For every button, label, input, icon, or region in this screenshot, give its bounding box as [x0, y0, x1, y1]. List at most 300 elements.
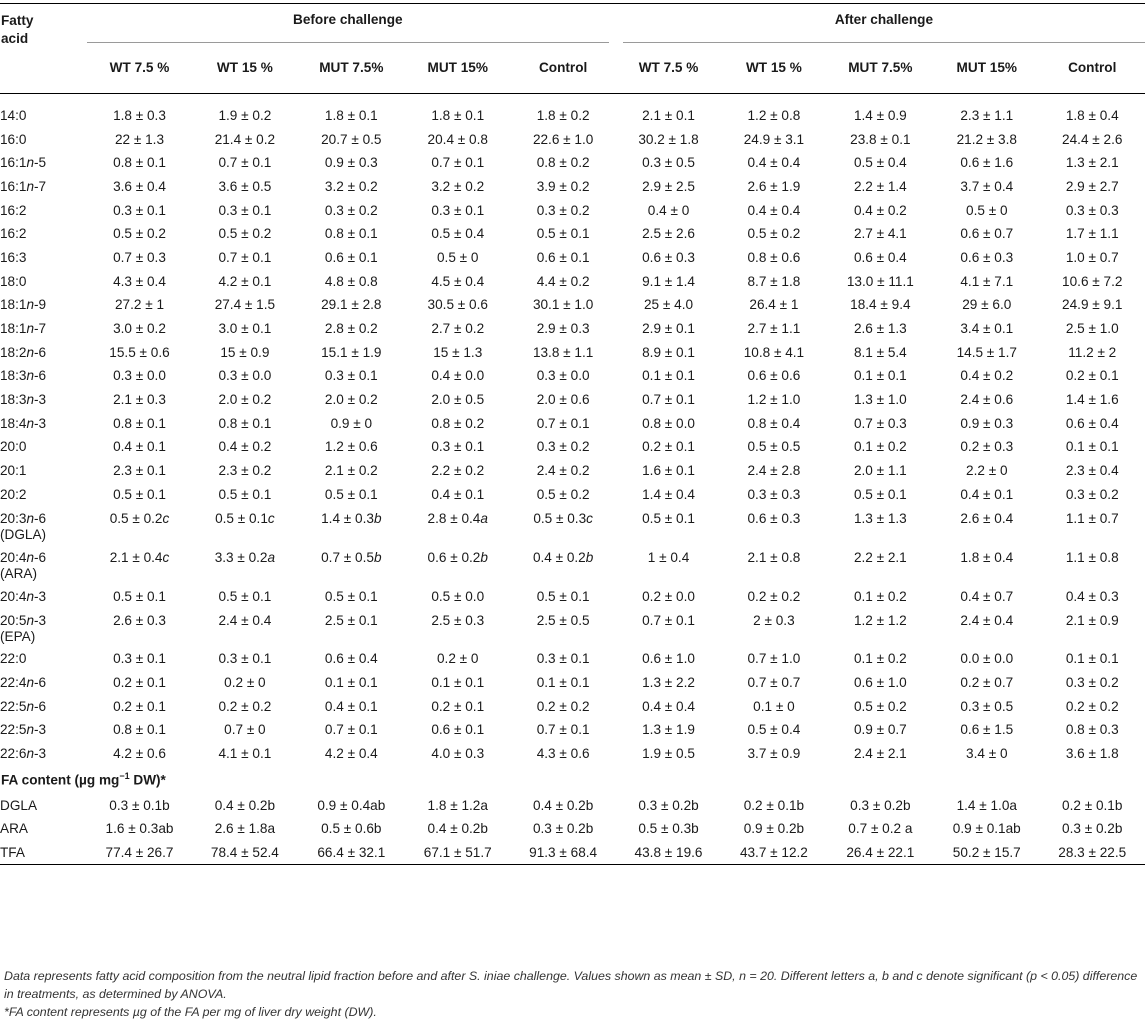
- table-cell: 2.5 ± 0.3: [431, 612, 485, 628]
- table-row: [0, 483, 1145, 507]
- table-cell: 0.5 ± 0.4: [431, 226, 485, 242]
- row-sublabel: (EPA): [0, 628, 36, 644]
- table-cell: 3.6 ± 0.4: [113, 178, 166, 194]
- table-cell: 10.8 ± 4.1: [743, 344, 805, 360]
- table-cell: 0.5 ± 0.1: [324, 486, 378, 502]
- table-cell: 0.3 ± 0.0: [113, 368, 166, 384]
- table-cell: 2.4 ± 2.8: [747, 463, 801, 479]
- table-cell: 2.6 ± 1.3: [853, 321, 907, 337]
- table-cell: 0.3 ± 0.2b: [1062, 821, 1123, 837]
- table-cell: 0.5 ± 0: [966, 202, 1008, 218]
- table-cell: 43.8 ± 19.6: [616, 841, 721, 865]
- table-cell: 3.6 ± 0.5: [218, 178, 272, 194]
- row-label: 18:2n-6: [0, 344, 47, 360]
- row-label: 18:0: [0, 273, 27, 289]
- table-cell: 43.7 ± 12.2: [721, 841, 826, 865]
- table-row: [0, 388, 1145, 412]
- table-cell: 1.8 ± 0.4: [1065, 107, 1119, 123]
- row-sublabel: (DGLA): [0, 527, 47, 543]
- table-row: [0, 608, 1145, 629]
- table-cell: 1.8 ± 0.3: [113, 107, 166, 123]
- table-cell: 0.8 ± 0.2: [431, 415, 485, 431]
- table-cell: 0.7 ± 0.2 a: [848, 821, 913, 837]
- table-cell: 0.2 ± 0.0: [642, 588, 695, 604]
- table-cell: 78.4 ± 52.4: [192, 841, 297, 865]
- table-cell: 2.4 ± 0.6: [960, 392, 1014, 408]
- table-cell: 2.7 ± 0.2: [431, 321, 485, 337]
- table-cell: 4.1 ± 0.1: [218, 745, 272, 761]
- footnote-fa-content: *FA content represents µg of the FA per mg of liver dry weight (DW).: [4, 1005, 377, 1019]
- table-cell: 2.4 ± 0.4: [960, 612, 1014, 628]
- table-cell: 2.6 ± 1.8a: [214, 821, 276, 837]
- table-cell: 0.4 ± 0.2b: [214, 797, 276, 813]
- table-cell: 0.4 ± 0.1: [960, 486, 1014, 502]
- table-cell: 1.2 ± 1.2: [853, 612, 907, 628]
- table-cell: 0.8 ± 0.1: [324, 226, 378, 242]
- table-row: [0, 340, 1145, 364]
- table-cell: 0.7 ± 0.1: [218, 155, 272, 171]
- table-cell: 0.9 ± 0.4ab: [317, 797, 386, 813]
- row-label: 16:1n-5: [0, 155, 47, 171]
- table-cell: 0.2 ± 0.7: [960, 674, 1014, 690]
- table-cell: 0.5 ± 0.2: [113, 226, 166, 242]
- table-cell: 0.7 ± 0.1: [218, 249, 272, 265]
- table-cell: 2.6 ± 0.4: [960, 511, 1014, 527]
- table-cell: 0.3 ± 0.1: [324, 368, 378, 384]
- table-cell: 0.7 ± 0.1: [536, 415, 590, 431]
- table-cell: 0.8 ± 0.1: [113, 155, 166, 171]
- row-label: 16:0: [0, 131, 27, 147]
- table-row-sublabel: [0, 566, 1145, 584]
- table-cell: 0.1 ± 0.1: [431, 674, 485, 690]
- table-cell: 0.3 ± 0.1: [218, 651, 272, 667]
- table-cell: 2.0 ± 0.2: [324, 392, 378, 408]
- table-cell: 3.4 ± 0.1: [960, 321, 1014, 337]
- table-cell: 18.4 ± 9.4: [850, 297, 911, 313]
- column-header: MUT 7.5%: [298, 42, 405, 93]
- table-cell: 0.7 ± 0.1: [431, 155, 485, 171]
- table-cell: 1.3 ± 1.3: [853, 511, 907, 527]
- row-label: TFA: [0, 841, 87, 865]
- table-cell: 0.6 ± 0.4: [853, 249, 907, 265]
- table-cell: 3.0 ± 0.1: [218, 321, 272, 337]
- table-row: [0, 671, 1145, 695]
- column-header: Control: [1039, 42, 1145, 93]
- table-cell: 0.3 ± 0.2b: [850, 797, 911, 813]
- table-cell: 0.7 ± 0.3: [113, 249, 166, 265]
- table-cell: 0.2 ± 0.2: [747, 588, 801, 604]
- table-cell: 23.8 ± 0.1: [850, 131, 911, 147]
- table-cell: 4.4 ± 0.2: [536, 273, 590, 289]
- table-cell: 2.4 ± 0.4: [218, 612, 272, 628]
- row-label: 18:1n-7: [0, 321, 47, 337]
- table-cell: 2 ± 0.3: [753, 612, 795, 628]
- table-cell: 3.2 ± 0.2: [431, 178, 485, 194]
- table-cell: 0.6 ± 0.4: [324, 651, 378, 667]
- table-cell: 0.1 ± 0.1: [642, 368, 695, 384]
- row-label: 22:4n-6: [0, 674, 47, 690]
- table-cell: 0.8 ± 0.6: [747, 249, 801, 265]
- table-cell: 0.8 ± 0.3: [1065, 722, 1119, 738]
- table-cell: 3.4 ± 0: [966, 745, 1008, 761]
- row-label: 16:3: [0, 249, 27, 265]
- table-row: [0, 293, 1145, 317]
- table-row: [0, 175, 1145, 199]
- table-cell: 3.2 ± 0.2: [324, 178, 378, 194]
- table-cell: 50.2 ± 15.7: [934, 841, 1039, 865]
- table-cell: 1.2 ± 1.0: [747, 392, 801, 408]
- table-cell: 0.4 ± 0: [647, 202, 690, 218]
- fatty-acid-table: [0, 3, 1145, 865]
- table-cell: 0.3 ± 0.0: [218, 368, 272, 384]
- table-cell: 0.4 ± 0.2: [960, 368, 1014, 384]
- table-cell: 30.2 ± 1.8: [638, 131, 699, 147]
- table-row: [0, 435, 1145, 459]
- table-cell: 0.8 ± 0.0: [642, 415, 695, 431]
- table-cell: 0.1 ± 0.1: [1065, 651, 1119, 667]
- table-cell: 24.9 ± 3.1: [743, 131, 805, 147]
- table-cell: 0.9 ± 0.7: [853, 722, 907, 738]
- row-label: 22:5n-6: [0, 698, 47, 714]
- table-cell: 30.5 ± 0.6: [427, 297, 488, 313]
- table-cell: 0.4 ± 0.1: [324, 698, 378, 714]
- table-cell: 1.6 ± 0.3ab: [105, 821, 174, 837]
- table-cell: 1.4 ± 0.9: [853, 107, 907, 123]
- table-cell: 15.5 ± 0.6: [109, 344, 170, 360]
- row-label: 18:3n-6: [0, 368, 47, 384]
- table-cell: 1.7 ± 1.1: [1065, 226, 1119, 242]
- table-cell: 0.9 ± 0.3: [324, 155, 378, 171]
- table-cell: 0.2 ± 0.1b: [1062, 797, 1123, 813]
- table-cell: 0.8 ± 0.1: [218, 415, 272, 431]
- column-header: WT 15 %: [192, 42, 297, 93]
- table-row: [0, 841, 1145, 865]
- table-cell: 0.3 ± 0.2: [1065, 674, 1119, 690]
- table-cell: 0.2 ± 0.2: [218, 698, 272, 714]
- table-cell: 0.3 ± 0.1: [431, 202, 485, 218]
- row-label: 20:4n-6: [0, 550, 47, 566]
- table-cell: 2.5 ± 1.0: [1065, 321, 1119, 337]
- table-cell: 0.7 ± 0.1: [642, 392, 695, 408]
- table-cell: 1.8 ± 0.1: [324, 107, 378, 123]
- table-cell: 0.1 ± 0.2: [853, 651, 907, 667]
- row-label: 14:0: [0, 107, 27, 123]
- table-cell: 3.6 ± 1.8: [1065, 745, 1119, 761]
- table-row: [0, 817, 1145, 841]
- table-cell: 30.1 ± 1.0: [532, 297, 594, 313]
- table-cell: 0.1 ± 0.1: [853, 368, 907, 384]
- table-cell: 0.5 ± 0.3c: [533, 511, 593, 527]
- row-sublabel: (ARA): [0, 566, 38, 582]
- table-row: [0, 647, 1145, 671]
- table-cell: 0.1 ± 0.1: [536, 674, 590, 690]
- table-cell: 0.5 ± 0.3b: [638, 821, 699, 837]
- table-cell: 1.4 ± 0.3b: [321, 511, 382, 527]
- table-cell: 15 ± 1.3: [433, 344, 483, 360]
- table-cell: 2.9 ± 0.3: [536, 321, 590, 337]
- table-cell: 2.3 ± 0.2: [218, 463, 272, 479]
- table-cell: 0.7 ± 0.5b: [321, 550, 382, 566]
- table-cell: 0.6 ± 0.3: [642, 249, 695, 265]
- row-label: 20:4n-3: [0, 588, 47, 604]
- table-cell: 2.0 ± 0.5: [431, 392, 485, 408]
- group-header-after: After challenge: [616, 4, 1145, 42]
- table-cell: 77.4 ± 26.7: [87, 841, 192, 865]
- table-cell: 1.3 ± 1.0: [853, 392, 907, 408]
- table-cell: 0.5 ± 0.1c: [215, 511, 275, 527]
- table-row: [0, 104, 1145, 128]
- row-label: 20:3n-6: [0, 511, 47, 527]
- table-cell: 0.3 ± 0.3: [1065, 202, 1119, 218]
- table-cell: 4.3 ± 0.6: [536, 745, 590, 761]
- table-cell: 2.0 ± 1.1: [853, 463, 907, 479]
- table-cell: 0.8 ± 0.1: [113, 722, 166, 738]
- table-cell: 0.4 ± 0.4: [747, 155, 801, 171]
- column-header: MUT 7.5%: [827, 42, 934, 93]
- table-cell: 0.3 ± 0.5: [960, 698, 1014, 714]
- table-cell: 22 ± 1.3: [114, 131, 165, 147]
- table-cell: 0.2 ± 0.1: [113, 698, 166, 714]
- table-cell: 4.2 ± 0.4: [324, 745, 378, 761]
- row-label: 18:3n-3: [0, 392, 47, 408]
- table-cell: 0.4 ± 0.4: [642, 698, 695, 714]
- table-cell: 20.7 ± 0.5: [321, 131, 382, 147]
- table-cell: 0.4 ± 0.2: [853, 202, 907, 218]
- table-cell: 2.3 ± 0.1: [113, 463, 166, 479]
- table-cell: 2.0 ± 0.2: [218, 392, 272, 408]
- table-cell: 13.0 ± 11.1: [846, 273, 914, 289]
- table-cell: 0.5 ± 0.5: [747, 439, 801, 455]
- table-row: [0, 246, 1145, 270]
- table-cell: 0.7 ± 0.7: [747, 674, 801, 690]
- table-cell: 0.4 ± 0.2b: [532, 797, 594, 813]
- table-row: [0, 506, 1145, 527]
- table-cell: 0.2 ± 0.2: [536, 698, 590, 714]
- table-cell: 20.4 ± 0.8: [427, 131, 488, 147]
- group-header-before: Before challenge: [87, 4, 616, 42]
- table-cell: 1.9 ± 0.2: [218, 107, 272, 123]
- table-cell: 0.7 ± 0: [224, 722, 266, 738]
- table-cell: 0.2 ± 0: [437, 651, 479, 667]
- table-footnotes: [4, 967, 1142, 1021]
- table-cell: 2.1 ± 0.3: [113, 392, 166, 408]
- column-header: WT 15 %: [721, 42, 826, 93]
- table-cell: 0.5 ± 0.1: [113, 486, 166, 502]
- table-row: [0, 198, 1145, 222]
- table-cell: 0.6 ± 1.5: [960, 722, 1014, 738]
- table-cell: 91.3 ± 68.4: [510, 841, 615, 865]
- row-label: 18:4n-3: [0, 415, 47, 431]
- table-cell: 10.6 ± 7.2: [1062, 273, 1123, 289]
- fa-content-label: FA content (µg $mg^{-1}$ DW)*: [1, 771, 166, 788]
- row-label: 16:1n-7: [0, 178, 47, 194]
- table-cell: 1.4 ± 1.6: [1065, 392, 1119, 408]
- table-cell: 0.1 ± 0.2: [853, 439, 907, 455]
- table-cell: 0.5 ± 0.1: [536, 588, 590, 604]
- table-cell: 2.8 ± 0.2: [324, 321, 378, 337]
- table-cell: 0.2 ± 0.3: [960, 439, 1014, 455]
- table-cell: 0.5 ± 0.2: [218, 226, 272, 242]
- table-cell: 0.6 ± 0.6: [747, 368, 801, 384]
- table-cell: 0.3 ± 0.2b: [532, 821, 594, 837]
- column-header: MUT 15%: [934, 42, 1039, 93]
- table-cell: 0.5 ± 0.2: [853, 698, 907, 714]
- table-cell: 8.7 ± 1.8: [747, 273, 801, 289]
- table-cell: 0.9 ± 0.1ab: [952, 821, 1021, 837]
- table-cell: 2.2 ± 1.4: [853, 178, 907, 194]
- table-cell: 0.1 ± 0: [753, 698, 795, 714]
- table-cell: 0.7 ± 0.1: [324, 722, 378, 738]
- table-cell: 0.3 ± 0.1: [113, 651, 166, 667]
- table-cell: 0.2 ± 0.1: [113, 674, 166, 690]
- table-row: [0, 793, 1145, 817]
- table-cell: 1.1 ± 0.7: [1065, 511, 1119, 527]
- row-label: DGLA: [0, 797, 38, 813]
- table-cell: 3.7 ± 0.9: [747, 745, 801, 761]
- table-cell: 29.1 ± 2.8: [321, 297, 382, 313]
- table-cell: 15 ± 0.9: [220, 344, 270, 360]
- table-row: [0, 364, 1145, 388]
- table-cell: 1.3 ± 1.9: [642, 722, 695, 738]
- table-cell: 1.3 ± 2.2: [642, 674, 695, 690]
- table-cell: 8.9 ± 0.1: [642, 344, 695, 360]
- table-row: [0, 411, 1145, 435]
- column-header: WT 7.5 %: [87, 42, 192, 93]
- table-cell: 11.2 ± 2: [1068, 344, 1117, 360]
- table-cell: 0.3 ± 0.2b: [638, 797, 699, 813]
- table-cell: 0.8 ± 0.2: [536, 155, 590, 171]
- table-cell: 2.1 ± 0.2: [324, 463, 378, 479]
- table-cell: 0.5 ± 0.2: [747, 226, 801, 242]
- table-cell: 0.4 ± 0.2: [218, 439, 272, 455]
- table-cell: 0.5 ± 0.4: [747, 722, 801, 738]
- table-cell: 0.7 ± 0.1: [642, 612, 695, 628]
- row-label: 22:6n-3: [0, 745, 47, 761]
- table-cell: 0.6 ± 0.3: [747, 511, 801, 527]
- table-cell: 2.4 ± 2.1: [853, 745, 907, 761]
- table-row: [0, 127, 1145, 151]
- table-cell: 0.4 ± 0.2b: [532, 550, 594, 566]
- table-cell: 2.7 ± 4.1: [853, 226, 907, 242]
- row-label: 20:0: [0, 439, 27, 455]
- table-cell: 22.6 ± 1.0: [532, 131, 594, 147]
- table-cell: 0.6 ± 0.1: [431, 722, 485, 738]
- row-label: 18:1n-9: [0, 297, 47, 313]
- column-header: MUT 15%: [405, 42, 510, 93]
- table-row: [0, 694, 1145, 718]
- table-cell: 0.7 ± 1.0: [747, 651, 801, 667]
- section-header: [0, 765, 1145, 793]
- table-cell: 0.3 ± 0.2: [1065, 486, 1119, 502]
- column-header: Control: [510, 42, 615, 93]
- row-label: 16:2: [0, 226, 27, 242]
- table-cell: 27.2 ± 1: [114, 297, 165, 313]
- table-cell: 0.4 ± 0.3: [1065, 588, 1119, 604]
- table-cell: 0.6 ± 1.0: [853, 674, 907, 690]
- table-cell: 2.9 ± 2.7: [1065, 178, 1119, 194]
- table-cell: 2.8 ± 0.4a: [427, 511, 488, 527]
- table-cell: 1.8 ± 0.4: [960, 550, 1014, 566]
- table-cell: 0.5 ± 0.4: [853, 155, 907, 171]
- table-cell: 0.3 ± 0.2: [324, 202, 378, 218]
- table-cell: 2.1 ± 0.9: [1065, 612, 1119, 628]
- table-cell: 0.2 ± 0.1b: [743, 797, 805, 813]
- table-cell: 0.6 ± 0.1: [536, 249, 590, 265]
- table-cell: 0.3 ± 0.0: [536, 368, 590, 384]
- row-label: 16:2: [0, 202, 27, 218]
- table-cell: 1.9 ± 0.5: [642, 745, 695, 761]
- table-cell: 24.9 ± 9.1: [1062, 297, 1123, 313]
- table-cell: 0.5 ± 0: [437, 249, 479, 265]
- row-label: 20:1: [0, 463, 27, 479]
- table-cell: 0.5 ± 0.6b: [321, 821, 382, 837]
- table-row: [0, 718, 1145, 742]
- table-cell: 4.5 ± 0.4: [431, 273, 485, 289]
- table-row: [0, 222, 1145, 246]
- table-cell: 1.2 ± 0.8: [747, 107, 801, 123]
- table-cell: 2.5 ± 2.6: [642, 226, 695, 242]
- table-cell: 1.6 ± 0.1: [642, 463, 695, 479]
- table-cell: 0.7 ± 0.1: [536, 722, 590, 738]
- table-cell: 2.4 ± 0.2: [536, 463, 590, 479]
- table-cell: 2.2 ± 2.1: [853, 550, 907, 566]
- table-cell: 0.6 ± 0.4: [1065, 415, 1119, 431]
- table-cell: 4.2 ± 0.1: [218, 273, 272, 289]
- table-cell: 21.2 ± 3.8: [956, 131, 1017, 147]
- table-cell: 4.2 ± 0.6: [113, 745, 166, 761]
- table-cell: 0.6 ± 1.6: [960, 155, 1014, 171]
- table-cell: 24.4 ± 2.6: [1062, 131, 1123, 147]
- table-cell: 2.2 ± 0: [966, 463, 1008, 479]
- table-row: [0, 545, 1145, 566]
- table-cell: 0.5 ± 0.1: [853, 486, 907, 502]
- table-row: [0, 742, 1145, 766]
- table-row-sublabel: [0, 629, 1145, 647]
- table-cell: 27.4 ± 1.5: [214, 297, 276, 313]
- table-row: [0, 459, 1145, 483]
- table-cell: 0.4 ± 0.7: [960, 588, 1014, 604]
- table-cell: 0.5 ± 0.1: [324, 588, 378, 604]
- table-cell: 0.1 ± 0.2: [853, 588, 907, 604]
- row-label: 22:0: [0, 651, 27, 667]
- table-cell: 1.8 ± 0.1: [431, 107, 485, 123]
- table-cell: 14.5 ± 1.7: [956, 344, 1017, 360]
- table-cell: 2.1 ± 0.4c: [109, 550, 170, 566]
- table-cell: 2.5 ± 0.5: [536, 612, 590, 628]
- table-cell: 1.2 ± 0.6: [324, 439, 378, 455]
- table-cell: 0.3 ± 0.5: [642, 155, 695, 171]
- table-cell: 0.9 ± 0.3: [960, 415, 1014, 431]
- table-cell: 0.4 ± 0.1: [113, 439, 166, 455]
- table-cell: 0.8 ± 0.4: [747, 415, 801, 431]
- table-cell: 2.3 ± 1.1: [960, 107, 1014, 123]
- table-cell: 15.1 ± 1.9: [321, 344, 382, 360]
- table-cell: 0.2 ± 0: [224, 674, 266, 690]
- table-cell: 0.3 ± 0.1: [113, 202, 166, 218]
- table-cell: 3.3 ± 0.2a: [214, 550, 276, 566]
- table-cell: 0.1 ± 0.1: [1065, 439, 1119, 455]
- table-cell: 4.0 ± 0.3: [431, 745, 485, 761]
- table-cell: 2.9 ± 2.5: [642, 178, 695, 194]
- table-cell: 0.2 ± 0.1: [1065, 368, 1119, 384]
- table-cell: 0.8 ± 0.1: [113, 415, 166, 431]
- table-cell: 0.3 ± 0.1: [536, 651, 590, 667]
- table-cell: 0.0 ± 0.0: [960, 651, 1014, 667]
- table-cell: 3.0 ± 0.2: [113, 321, 166, 337]
- table-cell: 4.3 ± 0.4: [113, 273, 166, 289]
- table-cell: 0.3 ± 0.3: [747, 486, 801, 502]
- table-cell: 4.8 ± 0.8: [324, 273, 378, 289]
